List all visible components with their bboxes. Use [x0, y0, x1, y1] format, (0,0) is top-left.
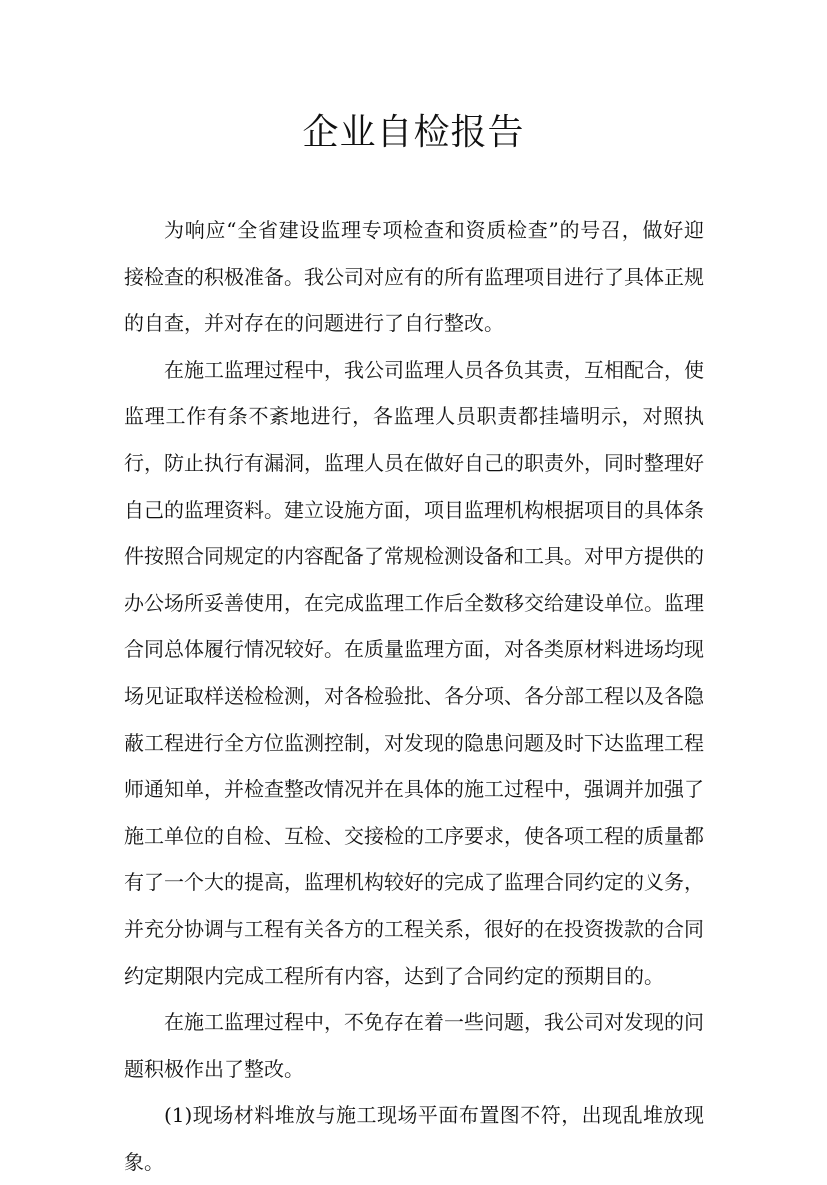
paragraph-item-1: (1)现场材料堆放与施工现场平面布置图不符，出现乱堆放现象。	[124, 1103, 704, 1174]
document-title: 企业自检报告	[302, 112, 525, 153]
paragraph-supervision: 在施工监理过程中，我公司监理人员各负其责，互相配合，使监理工作有条不紊地进行，各监理人员职责都挂墙明示，对照执行，防止执行有漏洞，监理人员在做好自己的职责外，同时整理好自己的监理资料。建立设施方面，项目监理机构根据项目的具体条件按照合同规定的内容配备了常规检测设备和工具。对甲方提供的办公场所妥善使用，在完成监理工作后全数移交给建设单位。监理合同总体履行情况较好。在质量监理方面，对各类原材料进场均现场见证取样送检检测，对各检验批、各分项、各分部工程以及各隐蔽工程进行全方位监测控制，对发现的隐患问题及时下达监理工程师通知单，并检查整改情况并在具体的施工过程中，强调并加强了施工单位的自检、互检、交接检的工序要求，使各项工程的质量都有了一个大的提高，监理机构较好的完成了监理合同约定的义务，并充分协调与工程有关各方的工程关系，很好的在投资拨款的合同约定期限内完成工程所有内容，达到了合同约定的预期目的。	[124, 357, 704, 988]
paragraph-problems: 在施工监理过程中，不免存在着一些问题，我公司对发现的问题积极作出了整改。	[124, 1010, 704, 1081]
document-body	[124, 207, 704, 1185]
paragraph-intro: 为响应“全省建设监理专项检查和资质检查”的号召，做好迎接检查的积极准备。我公司对应有的所有监理项目进行了具体正规的自查，并对存在的问题进行了自行整改。	[124, 218, 704, 336]
